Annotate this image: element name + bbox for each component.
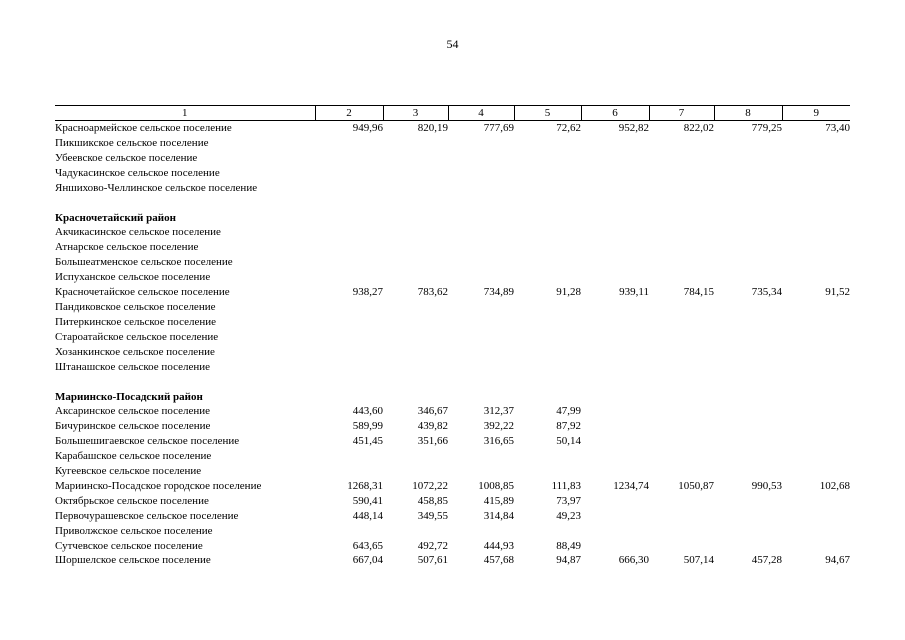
value-cell — [714, 494, 782, 509]
column-header: 2 — [315, 106, 383, 121]
value-cell: 735,34 — [751, 286, 782, 299]
settlement-name: Староатайское сельское поселение — [55, 330, 219, 343]
value-cell — [383, 330, 448, 345]
value-cell — [782, 255, 850, 270]
settlement-name: Красноармейское сельское поселение — [55, 122, 232, 134]
value-cell — [782, 315, 850, 330]
value-cell: 49,23 — [556, 509, 581, 522]
value-cell — [315, 151, 383, 166]
table-row — [55, 166, 850, 181]
value-cell: 949,96 — [352, 122, 383, 134]
value-cell — [782, 509, 850, 524]
value-cell — [315, 240, 383, 255]
value-cell — [649, 270, 714, 285]
value-cell — [714, 539, 782, 554]
district-row — [55, 211, 850, 226]
value-cell — [782, 360, 850, 375]
value-cell — [782, 539, 850, 554]
value-cell — [383, 255, 448, 270]
column-header: 6 — [581, 106, 649, 121]
value-cell — [581, 181, 649, 196]
value-cell — [315, 136, 383, 151]
value-cell — [448, 136, 514, 151]
table-row — [55, 360, 850, 375]
value-cell — [581, 509, 649, 524]
value-cell: 415,89 — [483, 494, 514, 507]
value-cell — [383, 166, 448, 181]
page-number: 54 — [446, 37, 459, 51]
value-cell: 111,83 — [551, 479, 581, 492]
value-cell — [581, 449, 649, 464]
value-cell — [782, 434, 850, 449]
value-cell: 346,67 — [417, 405, 448, 418]
value-cell — [782, 300, 850, 315]
settlement-name: Акчикасинское сельское поселение — [55, 226, 221, 239]
table-row — [55, 330, 850, 345]
value-cell — [782, 225, 850, 240]
value-cell — [714, 404, 782, 419]
settlement-name: Октябрьское сельское поселение — [55, 494, 209, 507]
value-cell — [649, 151, 714, 166]
value-cell: 94,87 — [556, 554, 581, 567]
settlement-name: Красночетайское сельское поселение — [55, 286, 230, 299]
value-cell — [581, 434, 649, 449]
value-cell — [714, 345, 782, 360]
table-row — [55, 121, 850, 136]
value-cell — [581, 464, 649, 479]
settlement-name: Убеевское сельское поселение — [55, 151, 198, 164]
value-cell — [782, 151, 850, 166]
value-cell — [448, 345, 514, 360]
table-body — [55, 121, 850, 569]
spacer-cell — [55, 375, 850, 390]
value-cell — [581, 419, 649, 434]
settlement-name: Чадукасинское сельское поселение — [55, 166, 220, 179]
value-cell: 643,65 — [352, 539, 383, 552]
value-cell — [649, 345, 714, 360]
value-cell — [514, 225, 581, 240]
value-cell — [714, 419, 782, 434]
value-cell — [514, 315, 581, 330]
value-cell — [714, 464, 782, 479]
column-header: 7 — [649, 106, 714, 121]
value-cell: 952,82 — [618, 122, 649, 134]
value-cell — [383, 300, 448, 315]
table-row — [55, 315, 850, 330]
value-cell — [581, 270, 649, 285]
value-cell — [649, 494, 714, 509]
value-cell: 451,45 — [352, 435, 383, 448]
value-cell — [782, 419, 850, 434]
value-cell — [782, 345, 850, 360]
value-cell — [315, 255, 383, 270]
value-cell — [514, 166, 581, 181]
settlement-name: Штанашское сельское поселение — [55, 360, 211, 373]
value-cell: 87,92 — [556, 420, 581, 433]
value-cell: 94,67 — [825, 554, 850, 567]
value-cell — [649, 360, 714, 375]
value-cell: 444,93 — [483, 539, 514, 552]
value-cell — [383, 240, 448, 255]
value-cell — [714, 151, 782, 166]
value-cell: 73,40 — [825, 122, 850, 134]
value-cell — [514, 464, 581, 479]
column-header: 9 — [782, 106, 850, 121]
value-cell: 439,82 — [417, 420, 448, 433]
value-cell — [581, 330, 649, 345]
value-cell — [714, 300, 782, 315]
value-cell: 351,66 — [417, 435, 448, 448]
value-cell: 91,52 — [825, 286, 850, 299]
value-cell — [383, 225, 448, 240]
table-row — [55, 151, 850, 166]
value-cell — [315, 360, 383, 375]
value-cell — [714, 449, 782, 464]
value-cell — [383, 315, 448, 330]
value-cell — [448, 464, 514, 479]
settlement-name: Большешигаевское сельское поселение — [55, 435, 240, 448]
value-cell — [581, 240, 649, 255]
value-cell: 312,37 — [483, 405, 514, 418]
value-cell — [714, 315, 782, 330]
table-row — [55, 225, 850, 240]
value-cell — [383, 360, 448, 375]
value-cell: 1268,31 — [347, 479, 383, 492]
settlement-name: Аксаринское сельское поселение — [55, 405, 211, 418]
table-row — [55, 270, 850, 285]
value-cell — [649, 539, 714, 554]
value-cell — [649, 315, 714, 330]
header-row — [55, 106, 850, 121]
value-cell — [714, 136, 782, 151]
settlement-name: Пикшикское сельское поселение — [55, 136, 209, 149]
value-cell: 589,99 — [352, 420, 383, 433]
value-cell: 667,04 — [352, 554, 383, 567]
spacer-row — [55, 196, 850, 211]
data-table — [55, 105, 850, 568]
value-cell — [782, 449, 850, 464]
value-cell — [448, 225, 514, 240]
value-cell: 666,30 — [618, 554, 649, 567]
value-cell: 316,65 — [483, 435, 514, 448]
value-cell — [448, 449, 514, 464]
value-cell: 507,61 — [417, 554, 448, 567]
value-cell — [448, 300, 514, 315]
value-cell — [383, 449, 448, 464]
value-cell: 457,28 — [751, 554, 782, 567]
column-header: 3 — [383, 106, 448, 121]
value-cell — [649, 300, 714, 315]
table-row — [55, 181, 850, 196]
value-cell — [581, 539, 649, 554]
value-cell — [649, 509, 714, 524]
value-cell — [315, 464, 383, 479]
value-cell — [714, 330, 782, 345]
value-cell — [782, 524, 850, 539]
value-cell: 990,53 — [751, 479, 782, 492]
value-cell — [581, 404, 649, 419]
value-cell — [649, 225, 714, 240]
value-cell: 47,99 — [556, 405, 581, 418]
value-cell — [448, 166, 514, 181]
table-row — [55, 419, 850, 434]
settlement-name: Яншихово-Челлинское сельское поселение — [55, 181, 258, 194]
value-cell — [514, 449, 581, 464]
value-cell: 779,25 — [751, 122, 782, 134]
column-header: 4 — [448, 106, 514, 121]
table-row — [55, 434, 850, 449]
value-cell — [514, 136, 581, 151]
settlement-name: Пандиковское сельское поселение — [55, 300, 216, 313]
value-cell — [514, 270, 581, 285]
column-header: 1 — [55, 106, 315, 121]
district-name: Красночетайский район — [55, 211, 176, 224]
spacer-cell — [55, 196, 850, 211]
district-name: Мариинско-Посадский район — [55, 390, 203, 403]
table-row — [55, 285, 850, 300]
value-cell — [383, 151, 448, 166]
value-cell: 784,15 — [683, 286, 714, 299]
value-cell — [448, 524, 514, 539]
settlement-name: Первочурашевское сельское поселение — [55, 509, 239, 522]
value-cell — [581, 151, 649, 166]
value-cell: 492,72 — [417, 539, 448, 552]
settlement-name: Питеркинское сельское поселение — [55, 315, 216, 328]
value-cell — [714, 181, 782, 196]
value-cell — [649, 240, 714, 255]
value-cell — [714, 255, 782, 270]
value-cell — [649, 404, 714, 419]
value-cell: 590,41 — [352, 494, 383, 507]
value-cell — [448, 151, 514, 166]
value-cell — [782, 136, 850, 151]
value-cell — [649, 464, 714, 479]
value-cell — [383, 464, 448, 479]
value-cell — [581, 345, 649, 360]
value-cell — [315, 330, 383, 345]
value-cell: 1234,74 — [613, 479, 649, 492]
table-row — [55, 240, 850, 255]
value-cell — [315, 181, 383, 196]
value-cell — [448, 315, 514, 330]
value-cell — [714, 166, 782, 181]
value-cell: 458,85 — [417, 494, 448, 507]
settlement-name: Кугеевское сельское поселение — [55, 465, 202, 478]
value-cell — [514, 240, 581, 255]
value-cell: 443,60 — [352, 405, 383, 418]
value-cell — [383, 270, 448, 285]
value-cell: 822,02 — [683, 122, 714, 134]
value-cell: 939,11 — [619, 286, 649, 299]
district-row — [55, 390, 850, 405]
value-cell — [782, 270, 850, 285]
table-row — [55, 479, 850, 494]
value-cell — [581, 360, 649, 375]
value-cell — [649, 524, 714, 539]
value-cell: 314,84 — [483, 509, 514, 522]
table-row — [55, 255, 850, 270]
settlement-name: Атнарское сельское поселение — [55, 241, 199, 254]
value-cell — [782, 166, 850, 181]
value-cell — [581, 166, 649, 181]
value-cell — [383, 181, 448, 196]
settlement-name: Большеатменское сельское поселение — [55, 256, 233, 269]
value-cell — [649, 434, 714, 449]
value-cell: 777,69 — [483, 122, 514, 134]
table-row — [55, 524, 850, 539]
value-cell — [514, 181, 581, 196]
value-cell: 448,14 — [352, 509, 383, 522]
value-cell — [315, 524, 383, 539]
value-cell — [581, 300, 649, 315]
value-cell — [514, 345, 581, 360]
value-cell — [714, 360, 782, 375]
value-cell — [514, 151, 581, 166]
value-cell — [448, 240, 514, 255]
value-cell — [649, 181, 714, 196]
value-cell — [649, 419, 714, 434]
value-cell — [581, 136, 649, 151]
value-cell — [714, 240, 782, 255]
value-cell: 50,14 — [556, 435, 581, 448]
value-cell — [714, 225, 782, 240]
value-cell — [383, 524, 448, 539]
value-cell: 783,62 — [417, 286, 448, 299]
value-cell: 392,22 — [483, 420, 514, 433]
value-cell: 1008,85 — [478, 479, 514, 492]
value-cell — [649, 136, 714, 151]
settlement-name: Приволжское сельское поселение — [55, 524, 213, 537]
value-cell: 91,28 — [556, 286, 581, 299]
settlement-name: Сутчевское сельское поселение — [55, 539, 203, 552]
value-cell — [581, 524, 649, 539]
value-cell — [649, 166, 714, 181]
value-cell: 349,55 — [417, 509, 448, 522]
value-cell — [782, 404, 850, 419]
value-cell — [514, 300, 581, 315]
settlement-name: Мариинско-Посадское городское поселение — [55, 479, 262, 492]
value-cell — [714, 509, 782, 524]
table-row — [55, 553, 850, 568]
settlement-name: Карабашское сельское поселение — [55, 450, 212, 463]
value-cell: 734,89 — [483, 286, 514, 299]
value-cell: 102,68 — [819, 479, 850, 492]
value-cell: 88,49 — [556, 539, 581, 552]
value-cell — [315, 300, 383, 315]
value-cell — [782, 181, 850, 196]
value-cell — [514, 255, 581, 270]
value-cell — [782, 330, 850, 345]
value-cell — [581, 255, 649, 270]
value-cell — [448, 181, 514, 196]
value-cell — [315, 449, 383, 464]
value-cell — [448, 330, 514, 345]
value-cell — [315, 225, 383, 240]
value-cell — [649, 255, 714, 270]
value-cell — [649, 449, 714, 464]
column-header: 8 — [714, 106, 782, 121]
spacer-row — [55, 375, 850, 390]
value-cell — [514, 524, 581, 539]
table-row — [55, 136, 850, 151]
table-row — [55, 539, 850, 554]
value-cell: 938,27 — [352, 286, 383, 299]
value-cell — [514, 360, 581, 375]
value-cell — [315, 345, 383, 360]
column-header: 5 — [514, 106, 581, 121]
value-cell: 507,14 — [683, 554, 714, 567]
table-row — [55, 300, 850, 315]
value-cell — [581, 315, 649, 330]
value-cell — [315, 166, 383, 181]
value-cell — [383, 345, 448, 360]
value-cell: 1072,22 — [412, 479, 448, 492]
settlement-name: Бичуринское сельское поселение — [55, 420, 211, 433]
table-row — [55, 494, 850, 509]
value-cell — [782, 240, 850, 255]
table-row — [55, 449, 850, 464]
value-cell — [315, 270, 383, 285]
settlement-name: Испуханское сельское поселение — [55, 271, 211, 284]
value-cell — [581, 225, 649, 240]
settlement-name: Хозанкинское сельское поселение — [55, 345, 215, 358]
value-cell — [714, 524, 782, 539]
value-cell — [448, 270, 514, 285]
value-cell: 72,62 — [556, 122, 581, 134]
value-cell — [649, 330, 714, 345]
value-cell — [448, 360, 514, 375]
value-cell — [448, 255, 514, 270]
settlement-name: Шоршелское сельское поселение — [55, 554, 211, 567]
value-cell — [315, 315, 383, 330]
table-row — [55, 464, 850, 479]
value-cell — [383, 136, 448, 151]
value-cell — [714, 270, 782, 285]
value-cell — [581, 494, 649, 509]
value-cell: 820,19 — [417, 122, 448, 134]
table-row — [55, 345, 850, 360]
value-cell — [714, 434, 782, 449]
value-cell — [514, 330, 581, 345]
value-cell — [782, 494, 850, 509]
value-cell — [782, 464, 850, 479]
value-cell: 1050,87 — [678, 479, 714, 492]
table-row — [55, 404, 850, 419]
table-row — [55, 509, 850, 524]
value-cell: 457,68 — [483, 554, 514, 567]
value-cell: 73,97 — [556, 494, 581, 507]
